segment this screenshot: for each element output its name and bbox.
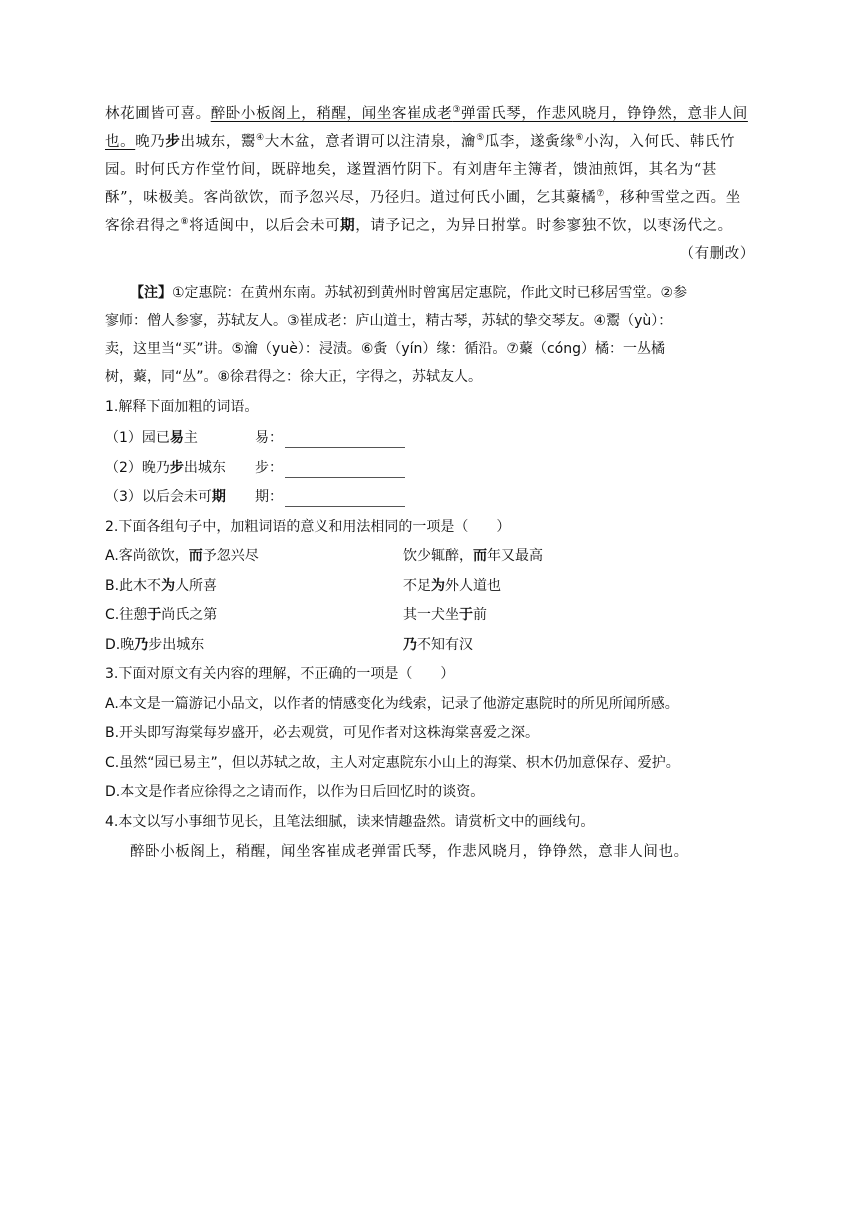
bold-word-bu: 步 (165, 133, 181, 150)
notes-line-2: 寥师：僧人参寥，苏轼友人。③崔成老：庐山道士，精古琴，苏轼的挚交琴友。④鬻（yù）： (105, 313, 673, 329)
notes-line-3: 卖，这里当“买”讲。⑤瀹（yuè）：浸渍。⑥夤（yín）缘：循沿。⑦藂（cóng）橘：一丛橘 (105, 341, 665, 357)
q2-option-c-right: 其一犬坐于前 (403, 607, 487, 623)
passage-text: 林花圃皆可喜。 (105, 106, 211, 122)
answer-blank-1[interactable] (285, 433, 405, 448)
passage-line-2: 也。晚乃步出城东，鬻④大木盆，意者谓可以注清泉，瀹⑤瓜李，遂夤缘⑥小沟，入何氏、韩氏竹 (105, 133, 736, 150)
q1-item-3: （3）以后会未可期 期： (105, 487, 405, 507)
q3-option-b: B.开头即写海棠每岁盛开，必去观赏，可见作者对这株海棠喜爱之深。 (105, 725, 540, 741)
q2-stem: 2.下面各组句子中，加粗词语的意义和用法相同的一项是（ ） (105, 519, 511, 535)
q3-option-a: A.本文是一篇游记小品文，以作者的情感变化为线索，记录了他游定惠院时的所见所闻所感。 (105, 696, 679, 712)
q3-option-c: C.虽然“园已易主”，但以苏轼之故，主人对定惠院东小山上的海棠、枳木仍加意保存、爱护。 (105, 755, 680, 771)
q4-quoted-sentence: 醉卧小板阁上，稍醒，闻坐客崔成老弹雷氏琴，作悲风晓月，铮铮然，意非人间也。 (130, 844, 689, 860)
bold-word-qi: 期 (340, 217, 356, 234)
passage-line-1 (105, 104, 755, 124)
underlined-sentence: 醉卧小板阁上，稍醒，闻坐客崔成老③弹雷氏琴，作悲风晓月，铮铮然，意非人间 (210, 105, 748, 122)
answer-blank-2[interactable] (285, 463, 405, 478)
q2-option-b-left: B.此木不为人所喜 (105, 578, 218, 594)
notes-label: 【注】 (130, 285, 172, 301)
passage-line-3: 园。时何氏方作堂竹间，既辟地矣，遂置酒竹阴下。有刘唐年主簿者，馈油煎饵，其名为“甚 (105, 162, 718, 178)
source-note: （有删改） (679, 246, 755, 262)
q1-item-2: （2）晚乃步出城东 步： (105, 458, 405, 478)
passage-line-4: 酥”，味极美。客尚欲饮，而予忽兴尽，乃径归。道过何氏小圃，乞其藂橘⑦，移种雪堂之西。坐 (105, 189, 741, 206)
q2-option-d-left: D.晚乃步出城东 (105, 637, 205, 653)
q1-stem: 1.解释下面加粗的词语。 (105, 399, 259, 415)
underlined-sentence-end: 也。 (105, 134, 136, 150)
q2-option-c-left: C.往憩于尚氏之第 (105, 607, 218, 623)
q4-stem: 4.本文以写小事细节见长，且笔法细腻，读来情趣盎然。请赏析文中的画线句。 (105, 814, 595, 830)
answer-blank-3[interactable] (285, 492, 405, 507)
q3-stem: 3.下面对原文有关内容的理解，不正确的一项是（ ） (105, 666, 455, 682)
q3-option-d: D.本文是作者应徐得之之请而作，以作为日后回忆时的谈资。 (105, 784, 485, 800)
q2-option-a-left: A.客尚欲饮，而予忽兴尽 (105, 548, 259, 564)
q1-item-1: （1）园已易主 易： (105, 428, 405, 448)
q2-option-d-right: 乃不知有汉 (403, 637, 473, 653)
notes-line-4: 树，藂，同“丛”。⑧徐君得之：徐大正，字得之，苏轼友人。 (105, 369, 483, 385)
q2-option-b-right: 不足为外人道也 (403, 578, 501, 594)
notes-line-1: 【注】①定惠院：在黄州东南。苏轼初到黄州时曾寓居定惠院，作此文时已移居雪堂。②参 (130, 285, 688, 301)
q2-option-a-right: 饮少辄醉，而年又最高 (403, 548, 543, 564)
passage-line-5: 客徐君得之⑧将适闽中，以后会未可期，请予记之，为异日拊掌。时参寥独不饮，以枣汤代之。 (105, 217, 733, 234)
